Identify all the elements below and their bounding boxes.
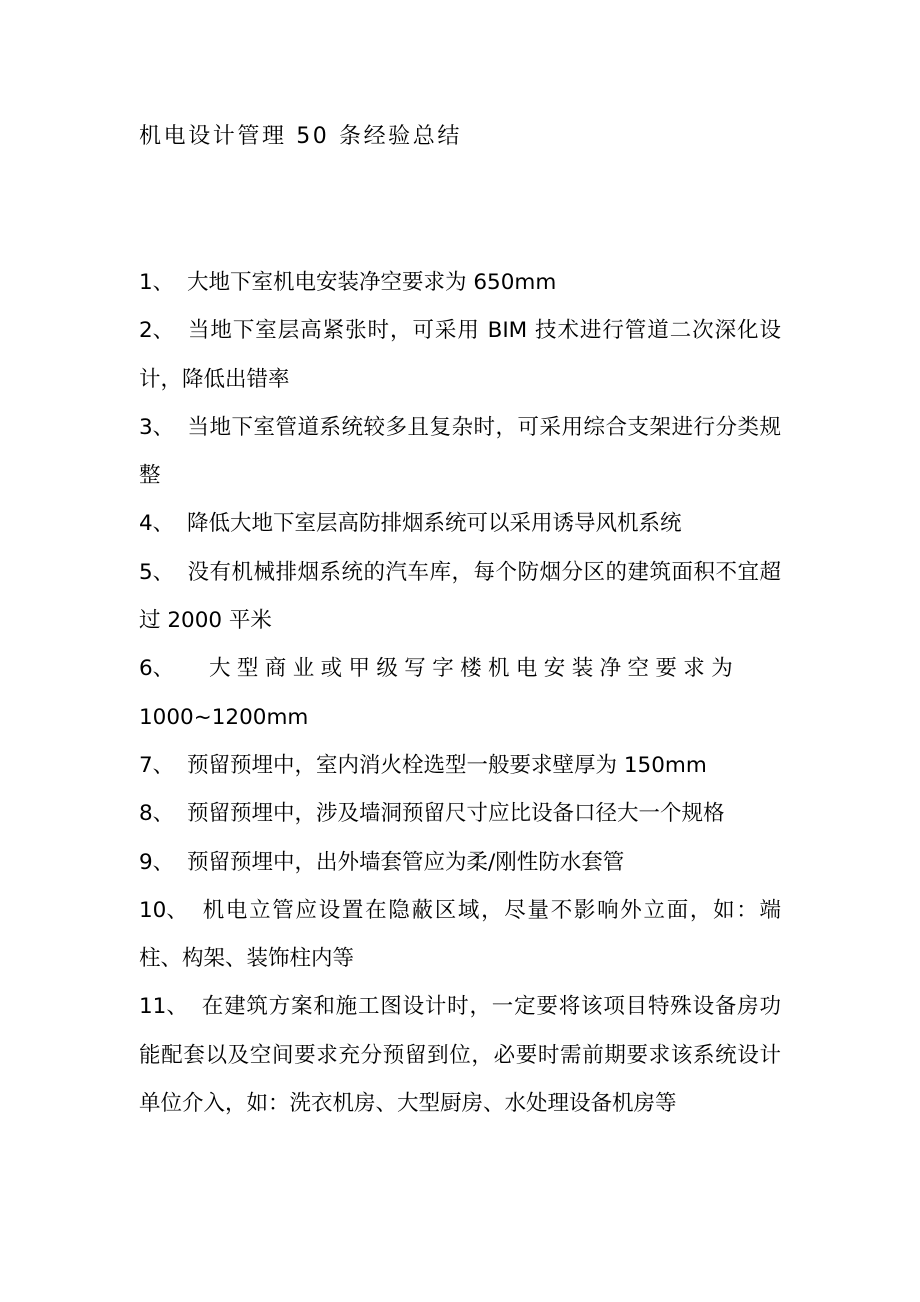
list-item — [139, 983, 781, 1128]
list-item — [139, 500, 781, 548]
item-text: 预留预埋中，涉及墙洞预留尺寸应比设备口径大一个规格 — [187, 801, 725, 827]
item-number: 2、 — [139, 318, 175, 344]
item-text: 当地下室管道系统较多且复杂时，可采用综合支架进行分类规整 — [139, 414, 781, 489]
item-number: 5、 — [139, 559, 175, 585]
list-item — [139, 839, 781, 887]
item-text: 大型商业或甲级写字楼机电安装净空要求为 — [209, 656, 740, 682]
item-text: 预留预埋中，出外墙套管应为柔/刚性防水套管 — [187, 849, 625, 875]
item-text: 当地下室层高紧张时，可采用 BIM 技术进行管道二次深化设计，降低出错率 — [139, 318, 781, 392]
item-number: 8、 — [139, 801, 175, 827]
list-item — [139, 887, 781, 984]
item-number: 1、 — [139, 270, 175, 295]
item-text: 没有机械排烟系统的汽车库，每个防烟分区的建筑面积不宜超过 2000 平米 — [139, 559, 781, 634]
document-title: 机电设计管理 50 条经验总结 — [139, 124, 462, 149]
item-text: 机电立管应设置在隐蔽区域，尽量不影响外立面，如：端柱、构架、装饰柱内等 — [139, 897, 781, 972]
list-item — [139, 790, 781, 838]
list-item — [139, 645, 781, 742]
item-number: 11、 — [139, 994, 188, 1020]
list-item — [139, 259, 781, 307]
item-text: 降低大地下室层高防排烟系统可以采用诱导风机系统 — [187, 511, 682, 537]
item-number: 6、 — [139, 656, 175, 682]
item-text: 大地下室机电安装净空要求为 650mm — [187, 270, 557, 295]
experience-list — [139, 259, 781, 1128]
list-item — [139, 549, 781, 646]
list-item — [139, 307, 781, 404]
list-item — [139, 404, 781, 501]
item-text-continuation: 1000~1200mm — [139, 704, 309, 730]
item-number: 3、 — [139, 414, 175, 440]
list-item — [139, 742, 781, 790]
item-number: 10、 — [139, 897, 188, 923]
item-number: 7、 — [139, 752, 175, 778]
item-text: 在建筑方案和施工图设计时，一定要将该项目特殊设备房功能配套以及空间要求充分预留到位，必要时需前期要求该系统设计单位介入，如：洗衣机房、大型厨房、水处理设备机房等 — [139, 994, 781, 1117]
item-number: 9、 — [139, 849, 175, 875]
item-number: 4、 — [139, 511, 175, 537]
item-text: 预留预埋中，室内消火栓选型一般要求壁厚为 150mm — [187, 752, 707, 778]
